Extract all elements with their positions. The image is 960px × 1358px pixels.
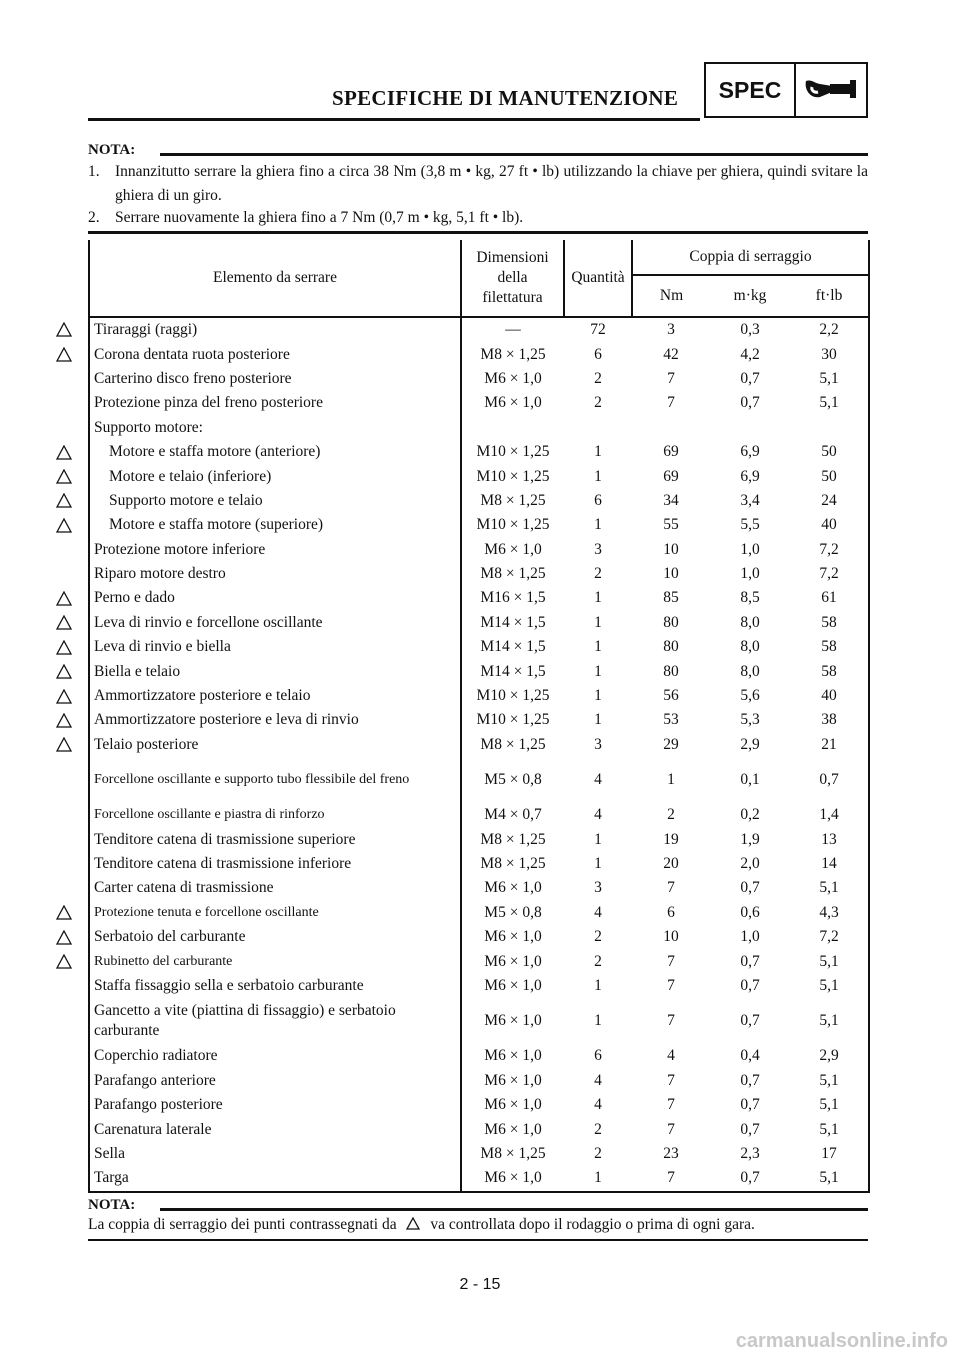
quantity-cell: 1 [564,1166,632,1191]
nm-cell: 2 [667,806,675,824]
ftlb-cell: 5,1 [790,1069,869,1093]
mkg-cell: 5,5 [740,516,760,534]
thread-cell: M6 × 1,0 [461,538,564,562]
nm-cell [632,416,710,440]
thread-cell: M10 × 1,25 [461,708,564,732]
note-item-text: Innanzitutto serrare la ghiera fino a circa 38 Nm (3,8 m • kg, 27 ft • lb) utilizzando la chiave per ghiera, quindi svitare la ghiera di un giro. [115,163,868,204]
note-footer-text [88,1213,878,1237]
table-row [89,538,869,562]
mkg-cell: 1,0 [740,565,760,583]
element-cell: Corona dentata ruota posteriore [89,342,461,366]
quantity-cell [564,416,632,440]
ftlb-cell: 14 [790,852,869,876]
thread-cell: M6 × 1,0 [461,998,564,1044]
element-cell: Protezione tenuta e forcellone oscillante [89,901,461,925]
mkg-cell: 8,5 [740,589,760,607]
table-row [89,489,869,513]
element-cell: Tiraraggi (raggi) [89,317,461,342]
nm-cell: 29 [663,735,679,753]
mkg-cell: 0,7 [740,976,760,994]
thread-cell [461,416,564,440]
mkg-cell: 2,9 [740,735,760,753]
mkg-cell: 0,7 [740,1071,760,1089]
quantity-cell: 1 [594,613,602,631]
thread-cell: M6 × 1,0 [461,1069,564,1093]
wrench-icon [796,64,866,116]
nm-cell: 42 [663,345,679,363]
nm-cell: 7 [667,394,675,412]
thread-cell: M14 × 1,5 [461,611,564,635]
ftlb-cell: 30 [790,342,869,366]
element-cell: Tenditore catena di trasmissione inferiore [89,852,461,876]
ftlb-cell: 4,3 [790,901,869,925]
mkg-cell: 2,0 [740,855,760,872]
quantity-cell: 2 [594,1144,602,1162]
triangle-mark-icon [56,322,72,337]
table-row [89,733,869,757]
ftlb-cell: 5,1 [790,998,869,1044]
mkg-cell: 0,7 [710,1166,790,1191]
thread-cell: M16 × 1,5 [461,586,564,610]
table-row [89,513,869,537]
mkg-cell: 4,2 [740,345,760,363]
quantity-cell: 1 [594,443,602,461]
ftlb-cell: 24 [790,489,869,513]
quantity-cell: 2 [594,565,602,583]
quantity-cell: 1 [594,830,602,848]
element-cell: Forcellone oscillante e piastra di rinforzo [89,803,461,827]
mkg-cell: 8,0 [740,662,760,680]
thread-cell: M10 × 1,25 [461,464,564,488]
nm-cell: 3 [667,321,675,339]
triangle-mark-icon [56,713,72,728]
triangle-mark-icon [56,930,72,945]
thread-cell: M14 × 1,5 [461,659,564,683]
nm-cell: 7 [667,879,675,897]
mkg-cell: 0,7 [740,1120,760,1138]
nm-cell: 7 [667,976,675,994]
header-nm: Nm [632,275,710,317]
table-row [89,827,869,851]
mkg-cell: 1,0 [740,540,760,558]
ftlb-cell: 5,1 [790,1093,869,1117]
table-row [89,659,869,683]
quantity-cell: 3 [594,735,602,753]
note-text-before: La coppia di serraggio dei punti contrassegnati da [88,1216,397,1233]
thread-cell: M6 × 1,0 [461,974,564,998]
triangle-mark-icon [56,445,72,460]
watermark: carmanualsonline.info [735,1330,948,1352]
mkg-cell: 8,0 [740,638,760,656]
quantity-cell: 1 [594,976,602,994]
triangle-mark-icon [56,347,72,362]
table-row [89,949,869,973]
thread-cell: M6 × 1,0 [461,949,564,973]
quantity-cell: 1 [594,1012,602,1030]
ftlb-cell: 17 [790,1142,869,1166]
header-torque: Coppia di serraggio [632,240,869,275]
mkg-cell: 5,6 [740,687,760,705]
header-element: Elemento da serrare [89,240,461,317]
element-cell: Leva di rinvio e biella [89,635,461,659]
element-cell: Protezione pinza del freno posteriore [89,391,461,415]
ftlb-cell: 58 [790,659,869,683]
quantity-cell: 1 [594,516,602,534]
nm-cell: 6 [667,903,675,921]
table-top-rule [88,231,868,234]
element-cell: Motore e staffa motore (superiore) [89,513,461,537]
mkg-cell: 0,7 [740,952,760,970]
triangle-mark-icon [56,689,72,704]
element-cell: Supporto motore: [89,416,461,440]
mkg-cell: 5,3 [740,711,760,729]
element-cell: Coperchio radiatore [89,1044,461,1068]
quantity-cell: 3 [594,540,602,558]
spec-badge [704,62,868,118]
mkg-cell: 6,9 [740,443,760,461]
ftlb-cell: 7,2 [790,538,869,562]
table-row [89,1142,869,1166]
table-row [89,391,869,415]
element-cell: Staffa fissaggio sella e serbatoio carburante [89,974,461,998]
triangle-mark-icon [56,640,72,655]
ftlb-cell: 61 [790,586,869,610]
triangle-mark-icon [56,469,72,484]
table-row [89,684,869,708]
thread-cell: M6 × 1,0 [461,1093,564,1117]
mkg-cell: 0,6 [740,903,760,921]
quantity-cell: 3 [594,879,602,897]
nm-cell: 7 [667,369,675,387]
mkg-cell: 2,3 [740,1144,760,1162]
element-cell: Carenatura laterale [89,1117,461,1141]
nm-cell: 10 [663,928,679,946]
thread-cell: M6 × 1,0 [461,1166,564,1191]
element-cell: Riparo motore destro [89,562,461,586]
ftlb-cell: 7,2 [790,925,869,949]
mkg-cell: 0,7 [740,394,760,412]
table-row [89,586,869,610]
triangle-mark-icon [56,493,72,508]
quantity-cell: 6 [594,1047,602,1065]
quantity-cell: 6 [594,345,602,363]
table-row [89,1093,869,1117]
element-cell: Supporto motore e telaio [89,489,461,513]
table-row [89,852,869,876]
ftlb-cell: 50 [790,464,869,488]
quantity-cell: 2 [594,394,602,412]
quantity-cell: 6 [594,491,602,509]
element-cell: Perno e dado [89,586,461,610]
triangle-mark-icon [56,954,72,969]
nm-cell: 7 [667,952,675,970]
quantity-cell: 2 [594,952,602,970]
thread-cell: M8 × 1,25 [461,562,564,586]
thread-cell: M6 × 1,0 [461,925,564,949]
header-ftlb: ft·lb [790,275,869,317]
note-rule [160,1208,868,1211]
quantity-cell: 2 [594,369,602,387]
thread-cell: M6 × 1,0 [461,367,564,391]
table-row [89,367,869,391]
table-row [89,974,869,998]
thread-cell: M8 × 1,25 [461,489,564,513]
thread-cell: M10 × 1,25 [461,513,564,537]
quantity-cell: 1 [594,711,602,729]
header-quantity: Quantità [564,240,632,317]
element-cell: Ammortizzatore posteriore e leva di rinvio [89,708,461,732]
ftlb-cell: 1,4 [790,803,869,827]
nm-cell: 7 [667,1071,675,1089]
page-number: 2 - 15 [459,1276,501,1293]
mkg-cell: 1,0 [740,928,760,946]
thread-cell: M10 × 1,25 [461,440,564,464]
mkg-cell: 6,9 [740,467,760,485]
note-item-text: Serrare nuovamente la ghiera fino a 7 Nm (0,7 m • kg, 5,1 ft • lb). [115,209,524,226]
element-cell: Biella e telaio [89,659,461,683]
nm-cell: 1 [667,771,675,789]
triangle-mark-icon [406,1217,420,1230]
nm-cell: 69 [663,443,679,461]
table-row [89,708,869,732]
mkg-cell: 1,9 [740,830,760,848]
element-cell: Telaio posteriore [89,733,461,757]
nm-cell: 55 [663,516,679,534]
element-cell: Ammortizzatore posteriore e telaio [89,684,461,708]
quantity-cell: 4 [594,1071,602,1089]
mkg-cell: 0,7 [740,1096,760,1114]
footer-rule [88,1239,868,1241]
thread-cell: M5 × 0,8 [461,901,564,925]
nm-cell: 80 [663,662,679,680]
note-item [88,206,868,230]
nm-cell: 7 [632,1166,710,1191]
ftlb-cell: 58 [790,611,869,635]
table-row [89,416,869,440]
triangle-mark-icon [56,664,72,679]
quantity-cell: 4 [594,771,602,789]
quantity-cell: 1 [594,589,602,607]
mkg-cell: 0,1 [740,771,760,789]
thread-cell: M8 × 1,25 [461,827,564,851]
ftlb-cell: 21 [790,733,869,757]
element-cell: Gancetto a vite (piattina di fissaggio) e serbatoio carburante [89,998,461,1044]
quantity-cell: 4 [594,903,602,921]
nm-cell: 23 [663,1144,679,1162]
mkg-cell: 8,0 [740,613,760,631]
ftlb-cell: 2,9 [790,1044,869,1068]
table-row [89,440,869,464]
header-thread-line: della [497,269,528,286]
element-cell: Carterino disco freno posteriore [89,367,461,391]
nm-cell: 10 [663,540,679,558]
quantity-cell: 2 [594,1120,602,1138]
triangle-mark-icon [56,905,72,920]
quantity-cell: 72 [590,321,606,339]
ftlb-cell: 13 [790,827,869,851]
nm-cell: 80 [663,613,679,631]
thread-cell: M8 × 1,25 [461,733,564,757]
spec-badge-label: SPEC [706,64,796,116]
element-cell: Motore e staffa motore (anteriore) [89,440,461,464]
thread-cell: — [461,317,564,342]
element-cell: Protezione motore inferiore [89,538,461,562]
page-title: SPECIFICHE DI MANUTENZIONE [332,86,679,110]
table-row [89,1069,869,1093]
mkg-cell: 3,4 [740,491,760,509]
note-item [88,160,868,208]
element-cell: Rubinetto del carburante [89,949,461,973]
element-cell: Tenditore catena di trasmissione superiore [89,827,461,851]
table-row [89,342,869,366]
header-mkg: m·kg [710,275,790,317]
ftlb-cell: 5,1 [790,1117,869,1141]
nm-cell: 19 [663,830,679,848]
table-row [89,464,869,488]
header-thread [461,240,564,317]
ftlb-cell: 5,1 [790,974,869,998]
quantity-cell: 1 [594,638,602,656]
quantity-cell: 1 [594,662,602,680]
triangle-mark-icon [56,591,72,606]
header-rule [88,118,700,121]
nm-cell: 85 [663,589,679,607]
ftlb-cell: 0,7 [790,757,869,803]
quantity-cell: 1 [594,467,602,485]
table-row [89,611,869,635]
ftlb-cell: 38 [790,708,869,732]
nm-cell: 7 [667,1120,675,1138]
header-thread-line: filettatura [482,289,543,306]
torque-table [88,240,868,1193]
nm-cell: 69 [663,467,679,485]
thread-cell: M8 × 1,25 [461,342,564,366]
thread-cell: M10 × 1,25 [461,684,564,708]
table-row [89,803,869,827]
quantity-cell: 1 [594,687,602,705]
note-item-number: 2. [88,209,100,226]
element-cell: Sella [89,1142,461,1166]
quantity-cell: 4 [594,1096,602,1114]
triangle-mark-icon [56,615,72,630]
mkg-cell: 0,3 [740,321,760,339]
note-text-after: va controllata dopo il rodaggio o prima di ogni gara. [430,1216,755,1233]
table-row [89,998,869,1044]
nm-cell: 10 [663,565,679,583]
ftlb-cell: 2,2 [790,317,869,342]
element-cell: Targa [89,1166,461,1191]
element-cell: Parafango anteriore [89,1069,461,1093]
nm-cell: 56 [663,687,679,705]
element-cell: Forcellone oscillante e supporto tubo flessibile del freno [89,757,461,803]
table-row [89,901,869,925]
mkg-cell: 0,2 [740,806,760,824]
quantity-cell: 4 [594,806,602,824]
nm-cell: 20 [663,855,679,872]
table-row [89,562,869,586]
element-cell: Leva di rinvio e forcellone oscillante [89,611,461,635]
triangle-mark-icon [56,518,72,533]
quantity-cell: 1 [594,855,602,872]
thread-cell: M6 × 1,0 [461,876,564,900]
triangle-mark-icon [56,737,72,752]
ftlb-cell: 40 [790,513,869,537]
ftlb-cell: 40 [790,684,869,708]
table-row [89,317,869,342]
note-label: NOTA: [88,142,136,158]
element-cell: Serbatoio del carburante [89,925,461,949]
thread-cell: M6 × 1,0 [461,1117,564,1141]
table-row [89,1166,869,1191]
note-label: NOTA: [88,1197,136,1213]
mkg-cell [710,416,790,440]
element-cell: Carter catena di trasmissione [89,876,461,900]
table-row [89,635,869,659]
table-row [89,757,869,803]
header-thread-line: Dimensioni [476,249,549,266]
nm-cell: 80 [663,638,679,656]
nm-cell: 7 [667,1012,675,1030]
mkg-cell: 0,4 [740,1047,760,1065]
nm-cell: 7 [667,1096,675,1114]
mkg-cell: 0,7 [740,1012,760,1030]
ftlb-cell [790,416,869,440]
note-rule [160,153,868,156]
thread-cell: M8 × 1,25 [461,1142,564,1166]
element-cell: Parafango posteriore [89,1093,461,1117]
ftlb-cell: 5,1 [790,1166,869,1191]
note-item-number: 1. [88,163,100,180]
quantity-cell: 2 [594,928,602,946]
ftlb-cell: 5,1 [790,876,869,900]
table-row [89,1044,869,1068]
thread-cell: M4 × 0,7 [461,803,564,827]
mkg-cell: 0,7 [740,879,760,897]
thread-cell: M6 × 1,0 [461,391,564,415]
element-cell: Motore e telaio (inferiore) [89,464,461,488]
ftlb-cell: 5,1 [790,949,869,973]
table-row [89,1117,869,1141]
ftlb-cell: 5,1 [790,391,869,415]
ftlb-cell: 5,1 [790,367,869,391]
thread-cell: M6 × 1,0 [461,1044,564,1068]
thread-cell: M5 × 0,8 [461,757,564,803]
nm-cell: 53 [663,711,679,729]
ftlb-cell: 50 [790,440,869,464]
thread-cell: M8 × 1,25 [461,852,564,876]
mkg-cell: 0,7 [740,369,760,387]
table-row [89,925,869,949]
table-row [89,876,869,900]
nm-cell: 4 [667,1047,675,1065]
ftlb-cell: 7,2 [790,562,869,586]
nm-cell: 34 [663,491,679,509]
ftlb-cell: 58 [790,635,869,659]
thread-cell: M14 × 1,5 [461,635,564,659]
